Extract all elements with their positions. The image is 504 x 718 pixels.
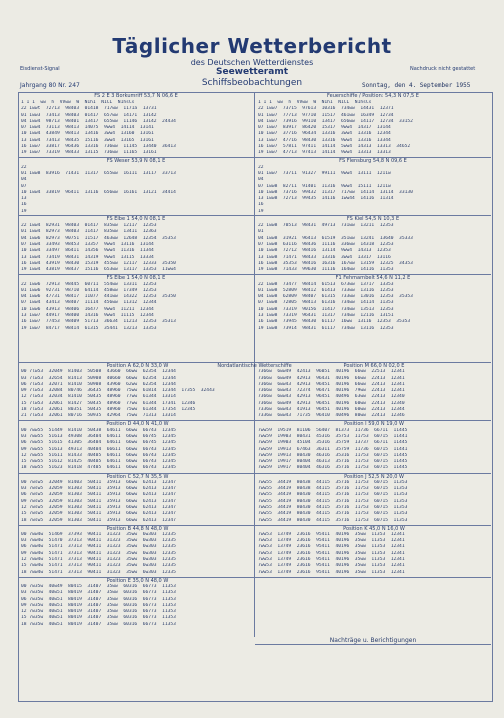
row-right: 7ww53 13749 23616 95411 40196 35ww 11353 12341 xyxy=(258,531,405,537)
table-row: 16 xyxy=(21,202,27,208)
row-right: 7366w 6ww49 42413 96051 40196 66ww 22513 12341 xyxy=(258,369,405,375)
right-section xyxy=(255,274,491,332)
row-left: 06 7ww55 51615 41305 36404 64611 66ww 66745 12345 xyxy=(21,440,176,446)
table-row: 07 1ww8 72805 98413 61316 734ww 14114 11353 xyxy=(258,300,394,306)
table-row: 22 1ww8 70513 98431 49713 731ww 13211 12353 xyxy=(258,223,394,229)
right-section-title: Feuerschiffe / Position: 54,3 N 07,5 E xyxy=(327,93,419,99)
ship-section xyxy=(18,473,491,524)
row-right: 7ww53 13749 23616 95411 40196 35ww 11353 12341 xyxy=(258,550,405,556)
table-row: 07 1ww4 43413 98407 11114 456ww 11312 12344 xyxy=(21,300,157,306)
row-left: 03 7w35w 40w51 80419 31407 35ww 60316 66773 11353 xyxy=(21,590,176,596)
row-left: 09 7ww4w 51471 37313 90411 31323 35ww 6w303 12335 xyxy=(21,550,176,556)
ship-section xyxy=(18,525,491,576)
table-row: 10 1ww8 72712 98416 13114 9ww4 14313 12353 xyxy=(258,248,391,254)
left-section xyxy=(18,157,254,215)
table-row: 1 1 1 ww h VVww W N1h1 N1CL N1hsCs xyxy=(258,100,372,105)
ship-section xyxy=(18,577,491,628)
row-left: 00 7w35w 40w49 80415 31407 35ww 60316 66773 11353 xyxy=(21,583,176,589)
row-right: 7ww55 34419 80430 44115 35716 11753 60715 11353 xyxy=(258,492,408,498)
table-row: 10 1ww6 43913 98406 16477 9ww4 11211 12344 xyxy=(21,306,154,312)
row-left: 06 7lw53 32071 81410 50908 43960 62ww 62354 12344 xyxy=(21,381,176,387)
row-left: 09 7w35w 40w51 80419 31407 35ww 60316 66773 11353 xyxy=(21,602,176,608)
table-row: 01 1ww3 73413 98403 01417 657ww 14171 13142 xyxy=(21,112,157,118)
row-left: 00 7ww55 51449 81410 50438 64611 66ww 66743 12345 xyxy=(21,427,176,433)
corrections-header: Nachträge u. Berichtigungen xyxy=(255,637,491,645)
table-row: 04 1ww7 73916 99110 13417 656ww 14117 12734 33152 xyxy=(258,118,413,124)
ship-position-left: Position B 44,8 N 48,0 W xyxy=(106,525,169,532)
table-row: 13 1ww8 71471 98433 13316 3ww4 13317 13116 xyxy=(258,254,391,260)
row-left: 00 7ww4w 51469 37393 90411 31323 35ww 6w303 12335 xyxy=(21,531,176,537)
row-left: 18 7lw53 32061 80351 50435 48960 75ww 61344 17354 12345 xyxy=(21,407,196,413)
row-right: 7336w 6ww43 41913 96451 40196 60ww 22413 12344 xyxy=(258,407,405,413)
row-right: 7ww59 19913 80430 46316 35316 11753 60715 11445 xyxy=(258,452,408,458)
left-note: Eisdienst-Signal xyxy=(20,66,60,72)
table-row: 01 1ww4 82973 98403 11417 835ww 13411 12363 xyxy=(21,229,157,235)
ship-position-right: Position J 52,5 N 20,0 W xyxy=(344,473,404,480)
row-right: 7ww53 13749 23616 95411 40196 35ww 11353 12341 xyxy=(258,563,405,569)
table-row: 04 1ww4 98713 98401 13417 655ww 11146 13142 24434 xyxy=(21,118,176,124)
table-row: 16 1ww4 43919 98430 15319 455ww 12117 12333 35350 xyxy=(21,260,176,266)
table-row: 04 1ww6 47731 98417 11077 441ww 14322 12353 35350 xyxy=(21,294,176,300)
right-section xyxy=(255,157,491,215)
left-section xyxy=(18,274,254,332)
row-left: 18 7w35w 40w51 80419 31407 35ww 60316 66773 11353 xyxy=(21,621,176,627)
row-left: 09 7wsw5 32059 81303 50411 35913 66ww 62413 12347 xyxy=(21,498,176,504)
row-right: 7366w 6ww49 42913 96451 40196 60ww 22413 12340 xyxy=(258,400,405,406)
row-right: 7ww55 34419 80438 44115 35716 11753 60715 11353 xyxy=(258,479,408,485)
section-name: Schiffsbeobachtungen xyxy=(201,78,303,88)
row-left: 03 7ww55 51613 49308 36404 64611 66ww 66745 12345 xyxy=(21,433,176,439)
table-row: 19 1ww4 43819 98437 15116 653ww 13117 13353 11ww4 xyxy=(21,267,176,273)
ship-position-left: Position C 52,7 N 35,5 W xyxy=(106,473,169,480)
row-left: 15 7lw53 32061 81427 50435 48960 77ww 61344 17341 12346 xyxy=(21,400,196,406)
row-left: 18 7ww4w 51471 37313 90411 31323 35ww 6w303 12335 xyxy=(21,569,176,575)
table-row: 04 1ww8 62809 98407 61315 733ww 13016 12353 35353 xyxy=(258,294,413,300)
table-row xyxy=(18,570,491,576)
row-left: 12 7w35w 40w51 80419 31407 35ww 60316 66773 11353 xyxy=(21,609,176,615)
row-left: 15 7wsw5 32059 81303 50411 35913 66ww 62413 12347 xyxy=(21,511,176,517)
right-section-title: FS Flensburg 54,8 N 09,6 E xyxy=(339,157,407,164)
table-row: 16 1ww8 35353 98416 16316 167ww 13159 12325 34353 xyxy=(258,260,413,266)
ship-position-left: Position E 35,0 N 48,0 W xyxy=(106,577,169,584)
row-left: 15 7ww55 51612 81425 40405 64611 66ww 66743 12345 xyxy=(21,459,176,465)
ship-position-right: Position I 59,0 N 19,0 W xyxy=(344,421,404,428)
row-left: 03 7wsw5 32059 81303 50411 35913 66ww 62413 12347 xyxy=(21,486,176,492)
ship-section xyxy=(18,420,491,471)
table-row xyxy=(18,518,491,524)
table-row: 10 1ww8 73716 99432 11317 717ww 14114 13114 33130 xyxy=(258,189,413,195)
row-right: 7ww53 13749 23616 95411 40196 35ww 11353 12341 xyxy=(258,538,405,544)
row-left: 21 7lw53 32061 80716 50935 42964 75ww 71313 13314 xyxy=(21,413,176,419)
row-left: 18 7wsw5 32059 81303 50411 35913 66ww 62413 12347 xyxy=(21,517,176,523)
row-right: 7ww59 19903 80431 45316 35753 11753 60715 11441 xyxy=(258,433,408,439)
row-left: 00 7wsw5 32049 81403 50411 35913 66ww 62413 12347 xyxy=(21,479,176,485)
table-row: 19 xyxy=(258,208,264,214)
table-row: 07 1ww7 83917 86420 15317 9ww4 14317 13144 xyxy=(258,125,391,131)
row-right: 7ww53 13749 23616 95411 40196 35ww 11353 12341 xyxy=(258,569,405,575)
row-right xyxy=(254,622,490,628)
table-row: 04 xyxy=(258,177,264,183)
ship-position-left: Position D 44,0 N 41,0 W xyxy=(106,421,169,428)
table-row: 07 1ww8 82711 91401 11316 9ww4 15111 1211w xyxy=(258,183,391,189)
row-right: 7ww55 34419 80430 44115 35716 11753 60715 11353 xyxy=(258,517,408,523)
row-right: 7ww59 19917 80404 46316 35716 11753 60715 11445 xyxy=(258,465,408,471)
table-row: 1 1 1 ww h VVww W N1h1 N1CL N1hsCs xyxy=(21,100,135,105)
row-left: 18 7ww55 51623 81418 47405 64611 66ww 66743 12345 xyxy=(21,465,176,471)
right-note: Nachdruck nicht gestattet xyxy=(410,66,476,72)
table-row: 10 1ww8 73319 90156 11417 734ww 13513 12353 xyxy=(258,306,394,312)
table-row: 13 1ww4 73419 98431 14319 9ww4 13115 13334 xyxy=(21,254,154,260)
table-row: 13 1ww8 73319 96431 11317 734ww 12116 13151 xyxy=(258,312,394,318)
row-left: 00 7lw53 32049 81403 50508 43660 66ww 62354 12344 xyxy=(21,369,176,375)
table-row: 04 xyxy=(21,177,27,183)
table-row: 19 xyxy=(21,208,27,214)
table-row: 19 1ww7 47713 97413 14114 9ww4 13313 13313 xyxy=(258,150,391,156)
right-section-title: FS Kiel 54,5 N 10,3 E xyxy=(346,216,400,223)
row-right: 7366w 6ww43 42913 96451 40196 66ww 22413 12341 xyxy=(258,381,405,387)
table-row: 10 1ww4 33497 86411 14356 9ww4 11316 11344 xyxy=(21,248,154,254)
ship-section xyxy=(18,362,491,420)
table-row: 07 xyxy=(21,183,27,189)
right-section xyxy=(255,92,491,157)
row-left: 15 7w35w 40w51 80419 31407 35ww 60316 66773 11353 xyxy=(21,615,176,621)
row-left: 12 7wsw5 32059 81303 50411 35913 66ww 62413 12347 xyxy=(21,504,176,510)
left-section xyxy=(18,92,254,157)
table-row: 13 1ww4 73413 98435 15116 3ww4 13165 13161 xyxy=(21,137,154,143)
ship-position-left: Position A 62,0 N 33,0 W xyxy=(106,363,169,369)
table-row xyxy=(18,413,491,419)
row-right: 7ww59 19913 67463 36311 35759 11736 60715 11441 xyxy=(258,446,408,452)
table-row: 10 1ww4 33819 96411 13116 656ww 16161 13121 34414 xyxy=(21,189,176,195)
row-right: 7ww59 19917 80404 46313 35716 11753 60715 11445 xyxy=(258,459,408,465)
row-left: 12 7ww55 51611 81433 40405 64611 66ww 66743 12345 xyxy=(21,452,176,458)
ship-position-right: Position M 66,0 N 02,0 E xyxy=(343,363,405,369)
right-section xyxy=(255,215,491,273)
table-row: 01 1ww8 83916 71431 11317 655ww 16111 13117 33713 xyxy=(21,170,176,176)
row-left: 12 7lw53 32034 81410 50435 48960 77ww 61344 13314 xyxy=(21,394,176,400)
left-section xyxy=(18,215,254,273)
table-row: 01 1ww7 77713 97710 11517 461ww 16349 12734 xyxy=(258,112,394,118)
table-row: 04 1ww8 31921 96413 61519 351ww 13241 13640 35333 xyxy=(258,235,413,241)
ship-position-right: Position K 45,0 N 16,0 W xyxy=(343,525,405,532)
row-left: 06 7w35w 40w51 80419 31407 35ww 60316 66773 11353 xyxy=(21,596,176,602)
table-row: 22 xyxy=(258,164,264,170)
left-section-title: FS Elbe 1 54,0 N 08,1 E xyxy=(106,216,166,223)
table-row: 01 xyxy=(258,229,264,235)
row-right: 7366w 6ww49 42913 96431 40196 66ww 22413 12341 xyxy=(258,375,405,381)
table-row: 07 1ww4 73113 98413 14075 9ww4 14114 13141 xyxy=(21,125,154,131)
table-row: 13 1ww7 47716 98430 13316 9ww4 13316 13344 xyxy=(258,137,391,143)
row-left: 12 7ww4w 51471 37313 90411 31323 35ww 6w303 12335 xyxy=(21,557,176,563)
table-row: 01 1ww6 92731 98710 64114 458ww 17349 12353 xyxy=(21,287,157,293)
row-left: 09 7ww55 51613 49313 40404 66611 66ww 66743 12345 xyxy=(21,446,176,452)
table-row: 10 1ww4 43849 98413 13416 3ww4 13160 13161 xyxy=(21,131,154,137)
row-right: 7ww53 13749 23616 95411 40196 35ww 11353 12341 xyxy=(258,557,405,563)
table-row: 01 1ww7 73711 91327 99111 9ww4 13111 1211w xyxy=(258,170,391,176)
row-right: 7ww55 34419 80430 44115 35716 11753 60715 11353 xyxy=(258,504,408,510)
table-row: 19 1ww7 84717 98414 61315 35441 13213 13353 xyxy=(21,325,157,331)
office-name: Seewetteramt xyxy=(215,67,288,77)
left-section-title: FS 2 E 3 Borkumriff 53,7 N 06,6 E xyxy=(94,93,178,99)
table-row: 16 xyxy=(258,202,264,208)
row-left: 15 7ww4w 51471 37313 90411 31323 35ww 6w303 12335 xyxy=(21,563,176,569)
table-row: 19 1ww7 73319 98433 13115 736ww 11165 13161 xyxy=(21,150,157,156)
table-row: 13 1ww7 44917 98400 14316 9ww4 11115 12344 xyxy=(21,312,154,318)
table-row: 07 1ww4 33493 98453 13357 9ww4 13116 13144 xyxy=(21,241,154,247)
table-row xyxy=(18,622,491,628)
table-row: 22 1ww7 73715 97613 10316 734ww 14431 12371 xyxy=(258,106,394,112)
issue-number: Jahrgang 80 Nr. 247 xyxy=(20,82,80,89)
row-right: 7366w 6ww43 72374 96471 40196 79ww 22413 12341 xyxy=(258,388,405,394)
row-right: 7ww59 19903 45104 35316 35759 13737 66711 11445 xyxy=(258,440,408,446)
row-left: 03 7ww4w 51470 37313 90411 31323 35ww 6w303 12335 xyxy=(21,538,176,544)
table-row: 13 1ww8 72713 99435 14116 1ww44 14116 11314 xyxy=(258,196,394,202)
row-right: 7336w 6ww43 71735 96410 40496 80ww 22413 12346 xyxy=(258,413,405,419)
table-row: 16 1ww8 73945 98430 61117 16ww 13116 12353 35353 xyxy=(258,319,411,325)
table-row: 13 xyxy=(21,196,27,202)
table-row: 22 1ww8 73477 98414 61513 673ww 13717 13353 xyxy=(258,281,394,287)
table-row: 19 1ww8 71433 99630 11116 164ww 14116 11353 xyxy=(258,267,394,273)
row-left: 03 7lw53 32654 81413 50908 40660 66ww 62354 12344 xyxy=(21,375,176,381)
page-subtitle: des Deutschen Wetterdienstes xyxy=(190,58,314,67)
table-row: 22 1ww6 72913 98445 60711 554ww 13311 12353 xyxy=(21,281,157,287)
table-row: 16 1ww7 77453 98409 51713 36634 11213 12353 35313 xyxy=(21,319,176,325)
table-row: 01 1ww8 52809 98412 61413 733ww 13116 12353 xyxy=(258,287,394,293)
table-row: 22 1wwt 72713 98403 01418 717ww 1171a 13731 xyxy=(21,106,157,112)
table-row: 16 1ww7 33817 96436 13316 736ww 11145 13440 36413 xyxy=(21,144,176,150)
right-section-title: F1 Fehmarnbelt 54,6 N 11,2 E xyxy=(335,274,411,281)
table-row xyxy=(18,465,491,471)
table-row: 16 1ww7 57811 97411 14114 5ww4 14313 13313 34652 xyxy=(258,144,411,150)
page-title: Täglicher Wetterbericht xyxy=(112,34,392,58)
left-section-title: FS Weser 53,9 N 08,1 E xyxy=(106,157,166,164)
table-row: 10 1ww7 37716 96434 13316 3ww4 13316 12344 xyxy=(258,131,391,137)
row-left: 06 7ww4w 51471 37313 90411 31323 35ww 6w303 12335 xyxy=(21,544,176,550)
row-right: 7ww53 13749 23616 95411 40196 35ww 11353 12341 xyxy=(258,544,405,550)
left-section-title: FS Elbe 1 54,0 N 08,1 E xyxy=(106,274,166,281)
table-row: 22 1ww4 82931 98403 01417 835ww 12117 12353 xyxy=(21,223,157,229)
row-right: 7ww59 19519 81106 56407 81373 11736 66711 11445 xyxy=(258,427,408,433)
row-right: 7ww55 34419 80430 44115 35716 11753 60715 11353 xyxy=(258,511,408,517)
row-left: 09 7lw53 32084 80746 36435 48960 75ww 61814 12344 17355 32443 xyxy=(21,388,215,394)
ship-group-title: Nordatlantische Wetterschiffe xyxy=(217,363,292,369)
table-row: 04 1ww6 82973 90751 11517 463ww 12648 12354 35353 xyxy=(21,235,176,241)
row-right: 7366w 6ww43 42913 96451 40496 63ww 22413 12340 xyxy=(258,394,405,400)
table-row: 22 xyxy=(21,164,27,170)
table-row: 19 1ww8 73914 98431 61117 734ww 13116 12353 xyxy=(258,325,394,331)
row-right: 7ww55 34419 80430 44115 35716 11753 60715 11353 xyxy=(258,498,408,504)
table-row: 07 1ww8 63116 98436 11116 336ww 14318 12353 xyxy=(258,241,394,247)
row-left: 06 7wsw5 32059 81303 50411 35913 66ww 62413 12347 xyxy=(21,492,176,498)
row-right: 7ww55 34419 80438 44115 35716 11753 60715 11353 xyxy=(258,486,408,492)
issue-date: Sonntag, den 4. September 1955 xyxy=(362,82,471,89)
